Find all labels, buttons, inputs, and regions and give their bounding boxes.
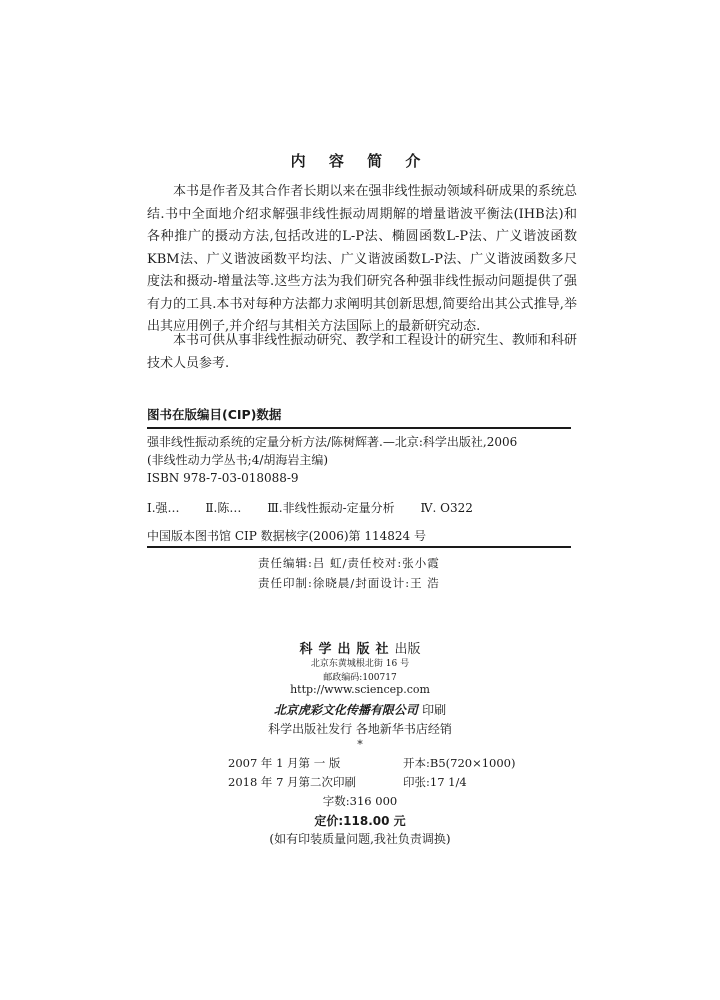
cip-isbn: ISBN 978-7-03-018088-9	[147, 471, 299, 485]
publisher-name-suffix: 出版	[394, 642, 421, 657]
first-edition: 2007 年 1 月第 一 版	[228, 756, 341, 770]
summary-title: 内 容 简 介	[290, 152, 430, 170]
edition-line-1	[228, 755, 516, 771]
cip-class-4: Ⅳ. O322	[420, 501, 473, 515]
cip-record-number: 中国版本图书馆 CIP 数据核字(2006)第 114824 号	[147, 529, 426, 543]
summary-paragraph-1: 本书是作者及其合作者长期以来在强非线性振动领域科研成果的系统总结.书中全面地介绍求解强非线性振动周期解的增量谐波平衡法(IHB法)和各种推广的摄动方法,包括改进的L-P法、椭圆函数L-P法、广义谐波函数KBM法、广义谐波函数平均法、广义谐波函数L-P法、广义谐波函数多尺度法和摄动-增量法等.这些方法为我们研究各种强非线性振动问题提供了强有力的工具.本书对每种方法都力求阐明其创新思想,简要给出其公式推导,举出其应用例子,并介绍与其相关方法国际上的最新研究动态.	[147, 184, 577, 334]
edition-line-2	[228, 774, 467, 790]
print-sheets: 印张:17 1/4	[403, 775, 467, 789]
cip-series-line: (非线性动力学丛书;4/胡海岩主编)	[147, 453, 329, 467]
cip-heading: 图书在版编目(CIP)数据	[147, 407, 282, 422]
distribution-line: 科学出版社发行 各地新华书店经销	[268, 722, 452, 736]
credits-line-2: 责任印制:徐晓晨/封面设计:王 浩	[258, 576, 440, 590]
publisher-name-text: 科学出版社	[299, 642, 395, 657]
publisher-zip: 邮政编码:100717	[323, 673, 397, 683]
price: 定价:118.00 元	[314, 814, 406, 828]
word-count: 字数:316 000	[322, 794, 398, 808]
book-format: 开本:B5(720×1000)	[403, 756, 516, 770]
quality-note: (如有印装质量问题,我社负责调换)	[269, 832, 451, 846]
separator-star: *	[357, 738, 363, 751]
cip-bottom-rule	[147, 546, 571, 548]
cip-class-2: Ⅱ.陈…	[205, 501, 242, 515]
summary-paragraph-2: 本书可供从事非线性振动研究、教学和工程设计的研究生、教师和科研技术人员参考.	[147, 333, 577, 371]
printer-name-text: 北京虎彩文化传播有限公司	[273, 703, 418, 717]
cip-class-3: Ⅲ.非线性振动-定量分析	[267, 501, 395, 515]
publisher-address: 北京东黄城根北街 16 号	[310, 659, 410, 669]
credits-line-1: 责任编辑:吕 虹/责任校对:张小霞	[258, 556, 440, 570]
printer-name-suffix: 印刷	[422, 703, 447, 717]
publisher-url: http://www.sciencep.com	[290, 683, 430, 696]
cip-top-rule	[147, 427, 571, 429]
publisher-name	[0, 638, 720, 657]
cip-title-line: 强非线性振动系统的定量分析方法/陈树辉著.—北京:科学出版社,2006	[147, 435, 518, 449]
reprint-info: 2018 年 7 月第二次印刷	[228, 775, 357, 789]
cip-class-1: Ⅰ.强…	[147, 501, 180, 515]
printer-name	[0, 701, 720, 718]
cip-classification	[147, 499, 495, 516]
